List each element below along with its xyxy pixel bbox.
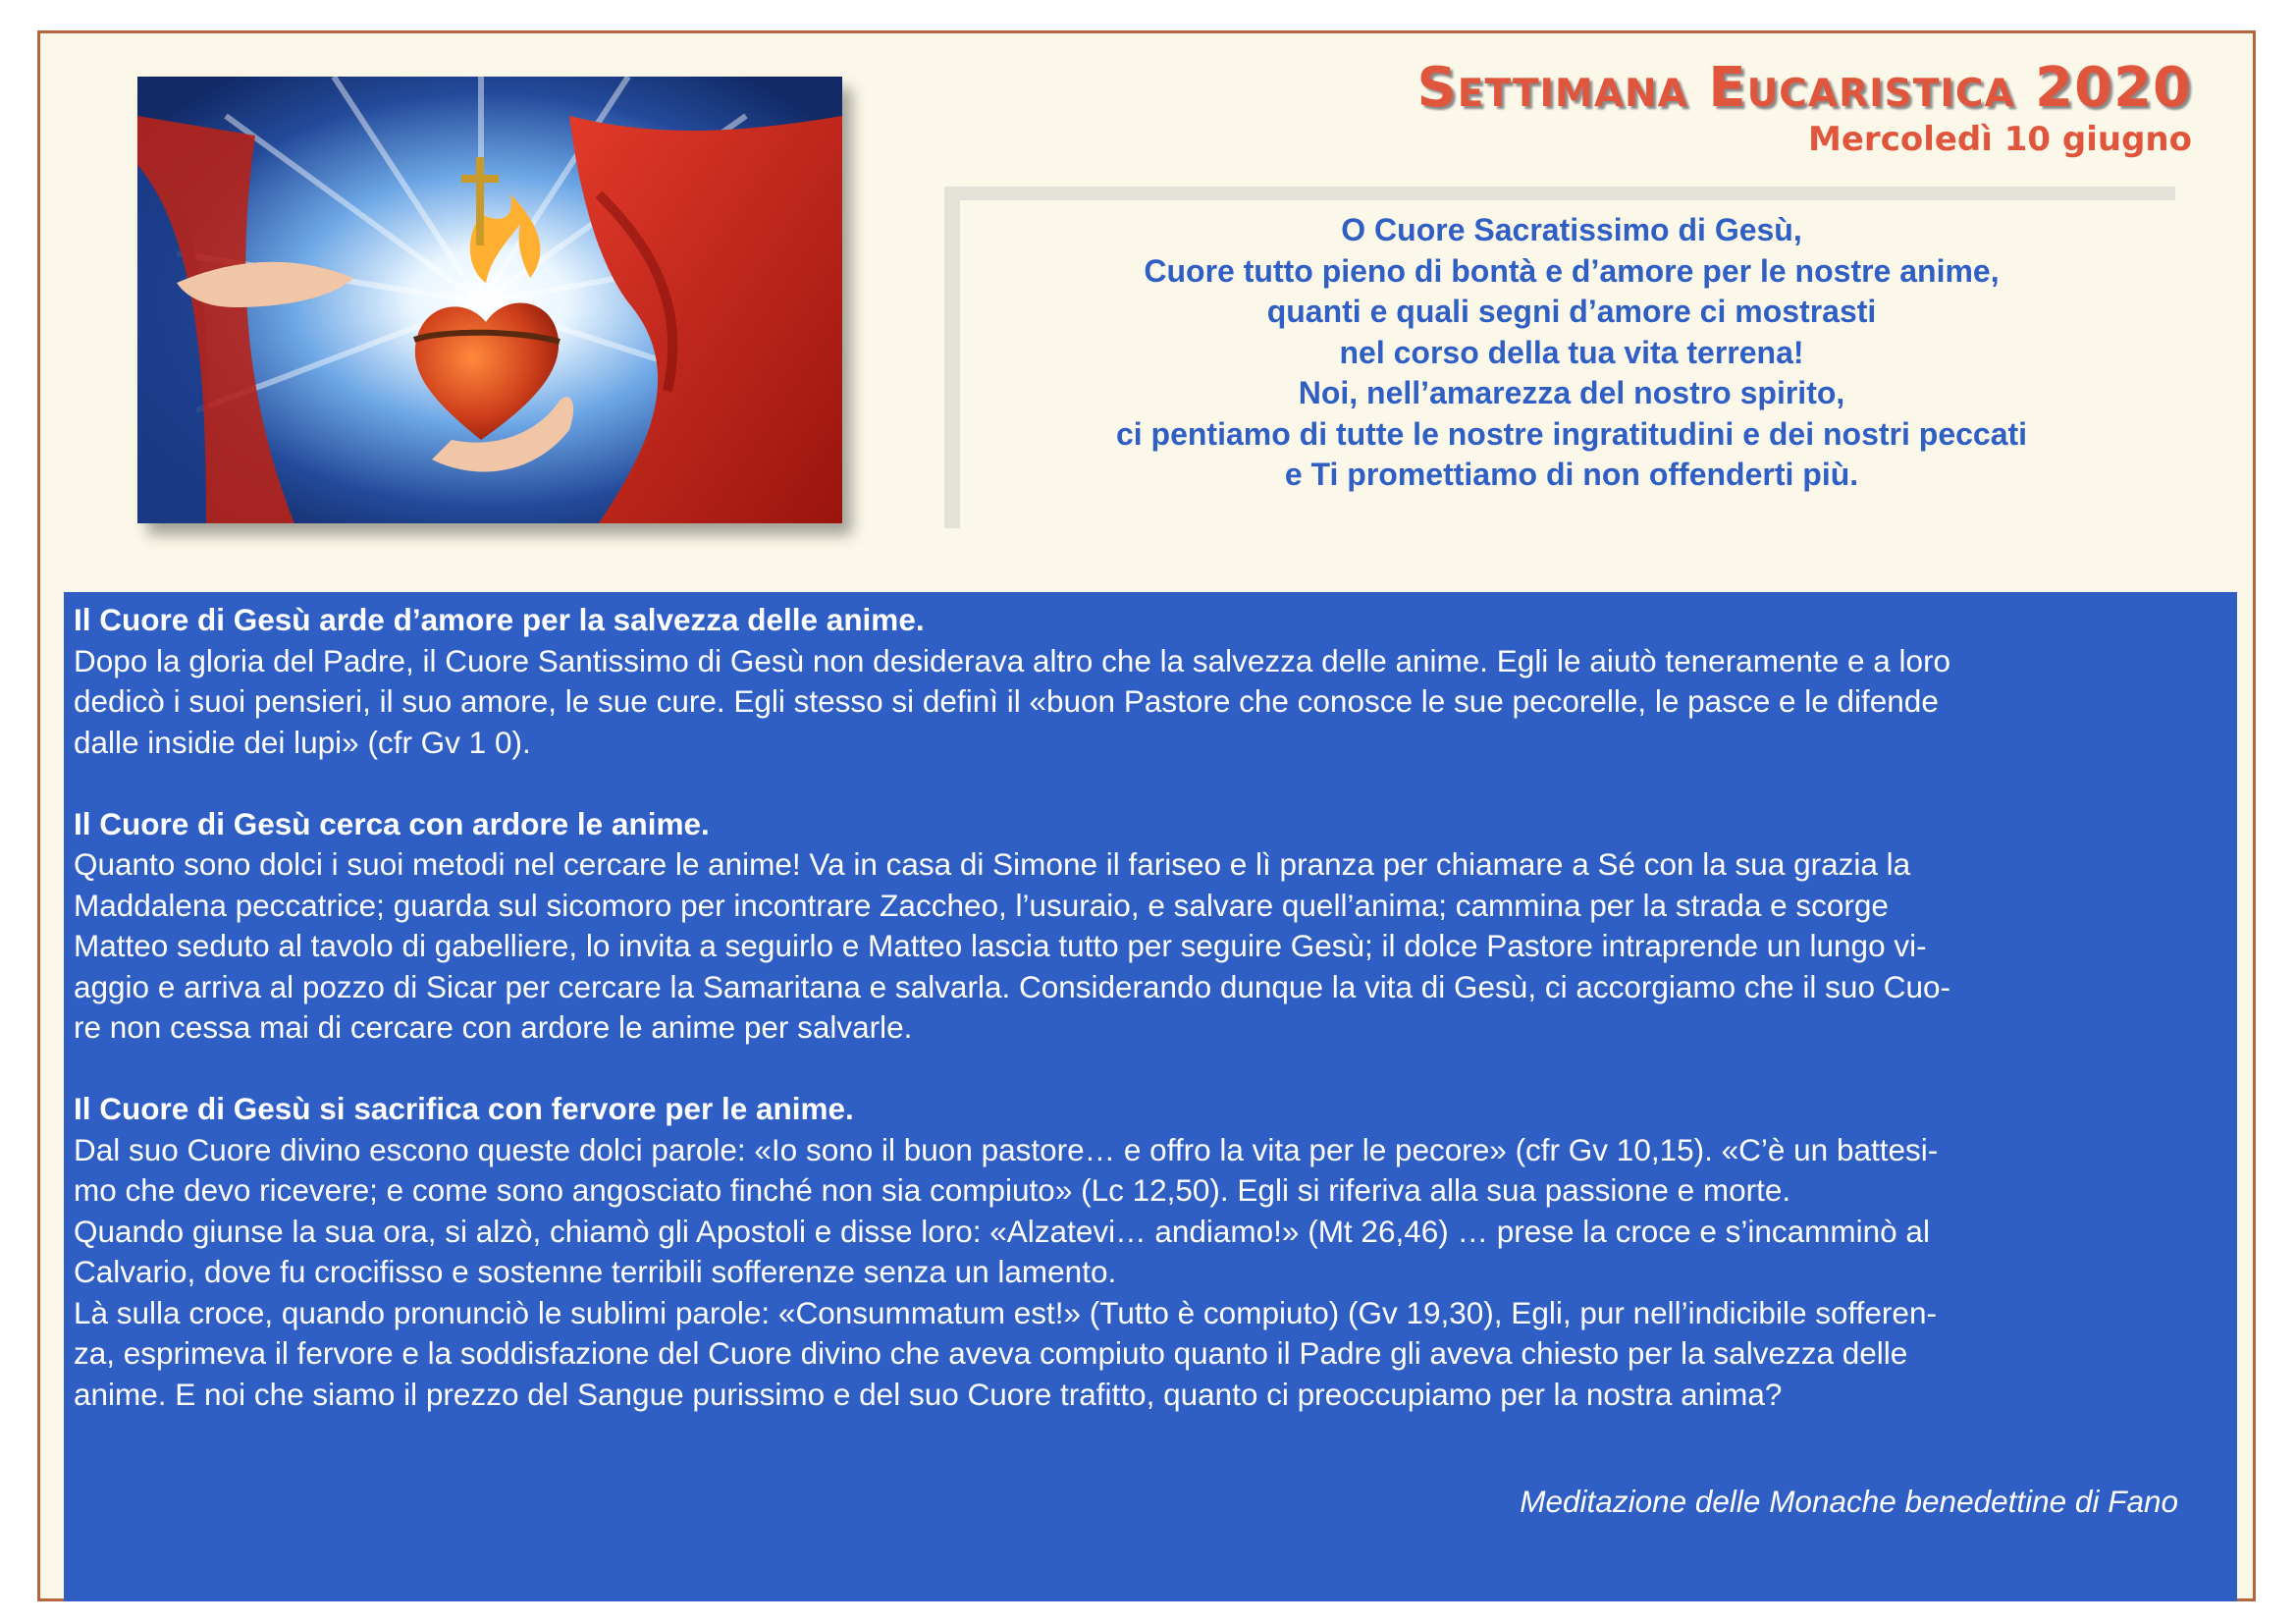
document-header <box>1416 57 2192 159</box>
meditation-box <box>64 592 2237 1601</box>
section-heading: Il Cuore di Gesù arde d’amore per la salvezza delle anime. <box>74 602 925 637</box>
body-line: Calvario, dove fu crocifisso e sostenne terribili sofferenze senza un lamento. <box>74 1254 1117 1289</box>
body-line: Maddalena peccatrice; guarda sul sicomoro per incontrare Zaccheo, l’usuraio, e salvare quell’anima; cammina per la strada e scorge <box>74 887 1889 923</box>
body-line: Là sulla croce, quando pronunciò le sublimi parole: «Consummatum est!» (Tutto è compiuto) (Gv 19,30), Egli, pur nell’indicibile sofferen- <box>74 1294 1937 1330</box>
body-line: Matteo seduto al tavolo di gabelliere, lo invita a seguirlo e Matteo lascia tutto per seguire Gesù; il dolce Pastore intraprende un lungo vi- <box>74 928 1927 963</box>
body-line: dedicò i suoi pensieri, il suo amore, le sue cure. Egli stesso si definì il «buon Pastore che conosce le sue pecorelle, le pasce e le difende <box>74 683 1939 719</box>
prayer-frame-top <box>944 187 2175 200</box>
prayer-line: Noi, nell’amarezza del nostro spirito, <box>1298 375 1845 410</box>
paragraph-gap <box>74 1049 2237 1090</box>
page-title: Settimana Eucaristica 2020 <box>1416 56 2192 120</box>
section-heading: Il Cuore di Gesù si sacrifica con fervore per le anime. <box>74 1091 854 1126</box>
body-line: aggio e arriva al pozzo di Sicar per cercare la Samaritana e salvarla. Considerando dunque la vita di Gesù, ci accorgiamo che il suo Cuo- <box>74 968 1950 1004</box>
body-line: Quando giunse la sua ora, si alzò, chiamò gli Apostoli e disse loro: «Alzatevi… andiamo!» (Mt 26,46) … prese la croce e s’incamminò al <box>74 1213 1930 1249</box>
prayer-line: quanti e quali segni d’amore ci mostrasti <box>1266 294 1877 329</box>
signature: Meditazione delle Monache benedettine di Fano <box>1520 1484 2178 1519</box>
prayer-line: ci pentiamo di tutte le nostre ingratitudini e dei nostri peccati <box>1115 415 2028 452</box>
section-heading: Il Cuore di Gesù cerca con ardore le anime. <box>74 805 710 841</box>
prayer-line: Cuore tutto pieno di bontà e d’amore per le nostre anime, <box>1144 252 2000 289</box>
paragraph-gap <box>74 763 2237 804</box>
body-line: Quanto sono dolci i suoi metodi nel cercare le anime! Va in casa di Simone il fariseo e lì pranza per chiamare a Sé con la sua grazia la <box>74 846 1911 882</box>
page-date: Mercoledì 10 giugno <box>1808 120 2192 159</box>
body-line: anime. E noi che siamo il prezzo del Sangue purissimo e del suo Cuore trafitto, quanto ci preoccupiamo per la nostra anima? <box>74 1376 1783 1412</box>
body-line: mo che devo ricevere; e come sono angosciato finché non sia compiuto» (Lc 12,50). Egli si riferiva alla sua passione e morte. <box>74 1172 1791 1208</box>
sacred-heart-image <box>137 77 842 523</box>
prayer-frame-left <box>944 187 960 528</box>
body-line: Dal suo Cuore divino escono queste dolci parole: «Io sono il buon pastore… e offro la vita per le pecore» (cfr Gv 10,15). «C’è un battesi- <box>74 1131 1939 1167</box>
prayer-line: e Ti promettiamo di non offenderti più. <box>1284 457 1859 492</box>
body-line: dalle insidie dei lupi» (cfr Gv 1 0). <box>74 724 531 760</box>
body-line: Dopo la gloria del Padre, il Cuore Santissimo di Gesù non desiderava altro che la salvezza delle anime. Egli le aiutò teneramente e a loro <box>74 642 1951 678</box>
prayer-text <box>972 210 2171 496</box>
prayer-line: nel corso della tua vita terrena! <box>1339 334 1804 370</box>
body-line: za, esprimeva il fervore e la soddisfazione del Cuore divino che aveva compiuto quanto il Padre gli aveva chiesto per la salvezza delle <box>74 1335 1908 1371</box>
prayer-line: O Cuore Sacratissimo di Gesù, <box>1341 212 1802 247</box>
body-line: re non cessa mai di cercare con ardore le anime per salvarle. <box>74 1009 913 1045</box>
